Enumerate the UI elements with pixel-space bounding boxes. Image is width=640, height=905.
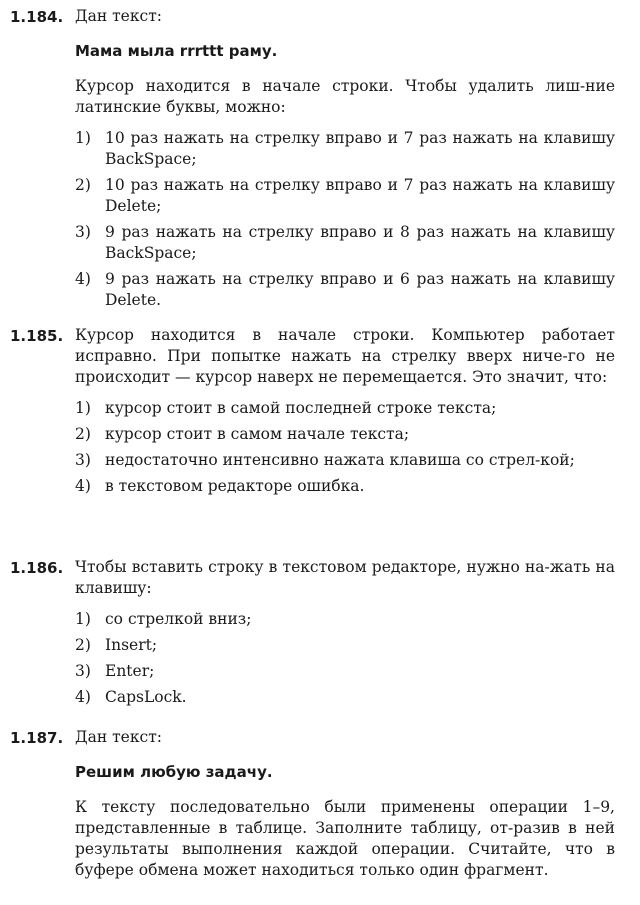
problem-1-184 xyxy=(10,6,615,316)
answer-option[interactable] xyxy=(75,398,615,419)
problem-intro: Дан текст: xyxy=(75,7,163,25)
option-number: 2) xyxy=(75,176,91,194)
option-text: CapsLock. xyxy=(105,688,187,706)
option-text: курсор стоит в самом начале текста; xyxy=(105,425,410,443)
option-text: Insert; xyxy=(105,636,158,654)
problem-intro: Дан текст: xyxy=(75,728,163,746)
option-number: 3) xyxy=(75,451,91,469)
sample-text: Решим любую задачу. xyxy=(75,763,273,781)
option-text: 10 раз нажать на стрелку вправо и 7 раз нажать на клавишу Delete; xyxy=(105,176,615,215)
option-number: 4) xyxy=(75,270,91,288)
option-number: 4) xyxy=(75,688,91,706)
option-text: 9 раз нажать на стрелку вправо и 8 раз нажать на клавишу BackSpace; xyxy=(105,223,615,262)
answer-option[interactable] xyxy=(75,609,615,630)
answer-option[interactable] xyxy=(75,269,615,311)
problem-number: 1.185. xyxy=(10,327,64,345)
option-number: 3) xyxy=(75,223,91,241)
answer-option[interactable] xyxy=(75,687,615,708)
problem-number: 1.187. xyxy=(10,729,64,747)
option-text: со стрелкой вниз; xyxy=(105,610,252,628)
problem-1-187 xyxy=(10,727,615,891)
answer-option[interactable] xyxy=(75,635,615,656)
answer-options xyxy=(75,398,615,497)
option-number: 2) xyxy=(75,425,91,443)
option-number: 2) xyxy=(75,636,91,654)
problem-number: 1.186. xyxy=(10,559,64,577)
answer-option[interactable] xyxy=(75,128,615,170)
answer-option[interactable] xyxy=(75,476,615,497)
option-text: Enter; xyxy=(105,662,155,680)
option-number: 3) xyxy=(75,662,91,680)
problem-text: Курсор находится в начале строки. Компьютер работает исправно. При попытке нажать на стрелку вверх ниче-го не происходит — курсор наверх не перемещается. Это значит, что: xyxy=(75,326,615,386)
option-text: в текстовом редакторе ошибка. xyxy=(105,477,365,495)
option-number: 1) xyxy=(75,129,91,147)
option-text: курсор стоит в самой последней строке текста; xyxy=(105,399,497,417)
option-number: 1) xyxy=(75,610,91,628)
problem-text: Курсор находится в начале строки. Чтобы удалить лиш-ние латинские буквы, можно: xyxy=(75,77,615,116)
problem-number: 1.184. xyxy=(10,8,64,26)
problem-text: Чтобы вставить строку в текстовом редакторе, нужно на-жать на клавишу: xyxy=(75,558,615,597)
answer-option[interactable] xyxy=(75,222,615,264)
answer-options xyxy=(75,609,615,708)
option-number: 1) xyxy=(75,399,91,417)
option-text: 10 раз нажать на стрелку вправо и 7 раз нажать на клавишу BackSpace; xyxy=(105,129,615,168)
option-text: 9 раз нажать на стрелку вправо и 6 раз нажать на клавишу Delete. xyxy=(105,270,615,309)
answer-option[interactable] xyxy=(75,424,615,445)
problem-1-186 xyxy=(10,557,615,713)
sample-text: Мама мыла rrrttt раму. xyxy=(75,42,278,60)
answer-options xyxy=(75,128,615,311)
answer-option[interactable] xyxy=(75,175,615,217)
option-text: недостаточно интенсивно нажата клавиша со стрел-кой; xyxy=(105,451,575,469)
answer-option[interactable] xyxy=(75,661,615,682)
option-number: 4) xyxy=(75,477,91,495)
problem-text: К тексту последовательно были применены операции 1–9, представленные в таблице. Заполните таблицу, от-разив в ней результаты выполнения каждой операции. Считайте, что в буфере обмена может находиться только один фрагмент. xyxy=(75,798,615,879)
answer-option[interactable] xyxy=(75,450,615,471)
problem-1-185 xyxy=(10,325,615,502)
